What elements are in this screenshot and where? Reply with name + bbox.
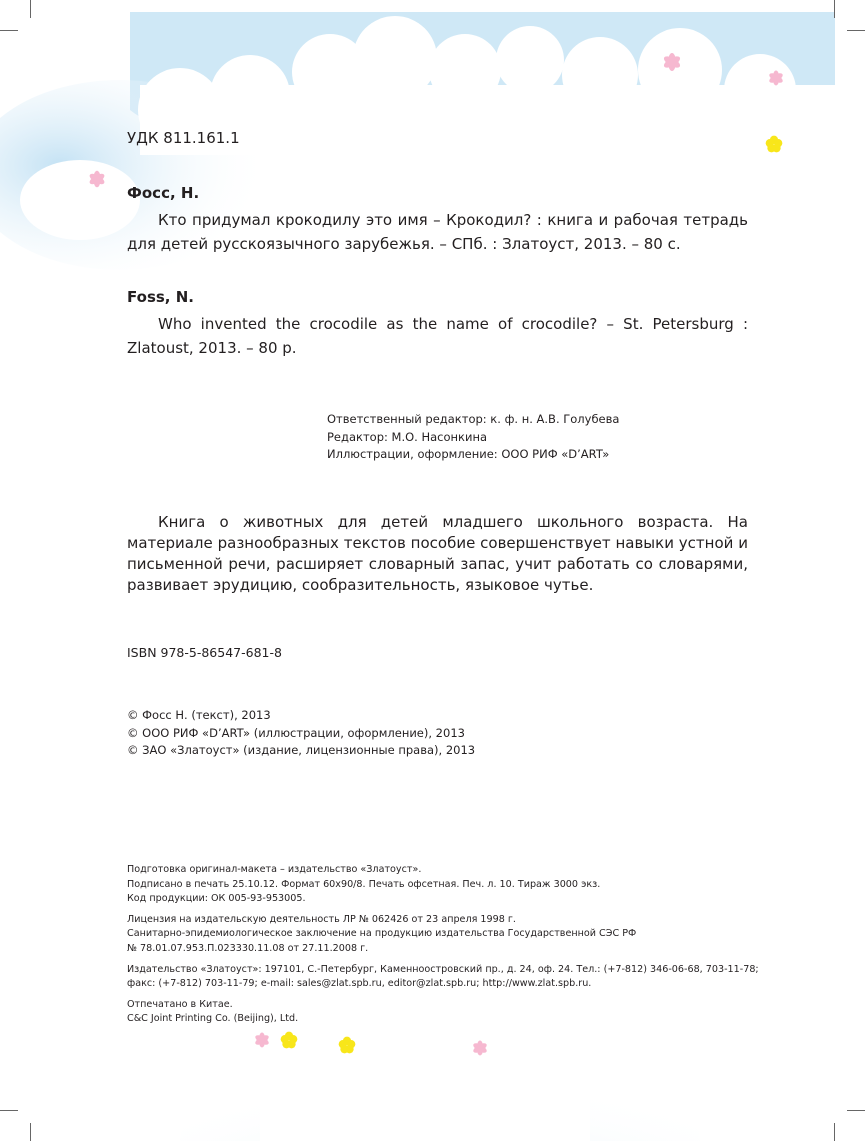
yellow-flower-icon xyxy=(764,134,784,154)
pink-flower-icon xyxy=(660,50,684,74)
russian-description: Кто придумал крокодилу это имя – Крокодил? : книга и рабочая тетрадь для детей русскоязычного зарубежья. – СПб. : Златоуст, 2013. – 80 с. xyxy=(127,211,748,253)
imprint-line: Подготовка оригинал-макета – издательство «Златоуст». xyxy=(127,864,422,875)
annotation: Книга о животных для детей младшего школьного возраста. На материале разнообразных текстов пособие совершенствует навыки устной и письменной речи, расширяет словарный запас, учит работать со словарями, развивает эрудицию, сообразительность, языковое чутье. xyxy=(127,513,748,594)
imprint-line: Отпечатано в Китае. xyxy=(127,998,233,1010)
imprint-license xyxy=(127,913,767,957)
isbn: ISBN 978-5-86547-681-8 xyxy=(127,645,282,660)
imprint-block xyxy=(127,863,767,1033)
imprint-production xyxy=(127,863,767,907)
imprint-line: № 78.01.07.953.П.023330.11.08 от 27.11.2008 г. xyxy=(127,942,369,954)
imprint-line: Подписано в печать 25.10.12. Формат 60х90/8. Печать офсетная. Печ. л. 10. Тираж 3000 экз. xyxy=(127,878,601,890)
editor-line: Редактор: М.О. Насонкина xyxy=(327,429,488,444)
yellow-flower-icon xyxy=(337,1035,357,1055)
english-description: Who invented the crocodile as the name of crocodile? – St. Petersburg : Zlatoust, 2013. – 80 p. xyxy=(127,315,748,357)
editor-line: Иллюстрации, оформление: ООО РИФ «D’ART» xyxy=(327,447,610,461)
imprint-line: факс: (+7-812) 703-11-79; e-mail: sales@zlat.spb.ru, editor@zlat.spb.ru; http://www.zlat.spb.ru. xyxy=(127,978,592,990)
imprint-line: Издательство «Златоуст»: 197101, С.-Петербург, Каменноостровский пр., д. 24, оф. 24. Тел.: (+7-812) 346-06-68, 703-11-78; xyxy=(127,963,759,975)
imprint-line: Код продукции: ОК 005-93-953005. xyxy=(127,893,306,905)
editor-line: Ответственный редактор: к. ф. н. А.В. Голубева xyxy=(327,412,620,426)
copyright-line: © Фосс Н. (текст), 2013 xyxy=(127,708,271,722)
pink-flower-icon xyxy=(86,168,108,190)
imprint-line: C&C Joint Printing Co. (Beijing), Ltd. xyxy=(127,1013,299,1025)
imprint-publisher xyxy=(127,963,767,992)
copyright-line: © ЗАО «Златоуст» (издание, лицензионные права), 2013 xyxy=(127,743,476,757)
english-author: Foss, N. xyxy=(127,288,194,306)
editors-block xyxy=(327,411,619,464)
imprint-printing xyxy=(127,998,767,1027)
udk-code: УДК 811.161.1 xyxy=(127,129,240,147)
copyright-line: © ООО РИФ «D’ART» (иллюстрации, оформление), 2013 xyxy=(127,725,465,740)
russian-author: Фосс, Н. xyxy=(127,184,200,202)
imprint-line: Лицензия на издательскую деятельность ЛР № 062426 от 23 апреля 1998 г. xyxy=(127,913,516,925)
yellow-flower-icon xyxy=(279,1030,299,1050)
imprint-line: Санитарно-эпидемиологическое заключение на продукцию издательства Государственной СЭС РФ xyxy=(127,928,637,940)
copyright-block xyxy=(127,707,475,760)
pink-flower-icon xyxy=(252,1030,272,1050)
pink-flower-icon xyxy=(470,1038,490,1058)
pink-flower-icon xyxy=(766,68,786,88)
